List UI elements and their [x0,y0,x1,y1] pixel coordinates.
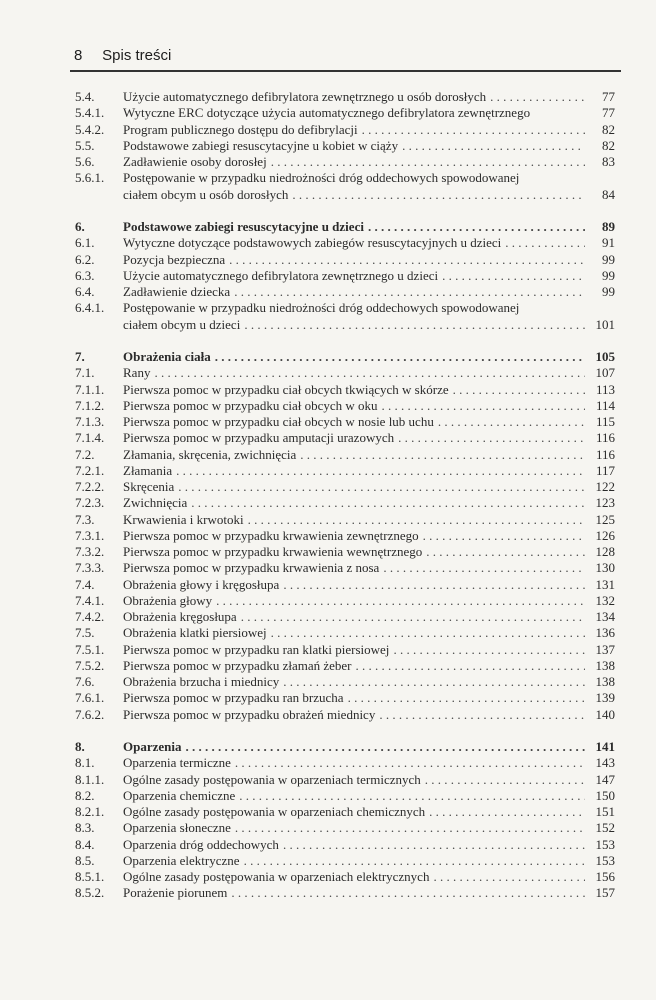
entry-title: Ogólne zasady postępowania w oparzeniach elektrycznych [123,869,430,884]
entry-title: Pierwsza pomoc w przypadku ciał obcych w oku [123,397,378,413]
entry-number: 7.2.1. [75,462,105,478]
entry-number: 8. [75,739,85,754]
toc-line [75,138,615,154]
entry-title: Oparzenia chemiczne [123,787,236,803]
toc-line [75,625,615,641]
entry-page: 134 [595,609,615,624]
entry-title: Obrażenia klatki piersiowej [123,625,267,641]
dot-leader [182,739,586,755]
entry-number: 8.1. [75,755,95,771]
toc-line [75,804,615,820]
entry-number: 7.2.3. [75,495,105,511]
toc-entry [75,414,615,430]
page-number: 8 [74,47,83,64]
toc-line [75,187,615,203]
dot-leader [227,885,585,901]
entry-page: 101 [595,316,615,332]
toc-entry [75,544,615,560]
toc-line [75,609,615,625]
toc-entry [75,447,615,463]
entry-title: Pierwsza pomoc w przypadku złamań żeber [123,657,352,673]
toc-line [75,837,615,853]
entry-number: 7.6. [75,674,95,689]
entry-number: 7.4.1. [75,592,105,608]
entry-title: Oparzenia elektryczne [123,852,240,868]
entry-title: Pierwsza pomoc w przypadku krwawienia z nosa [123,560,380,576]
toc-entry [75,138,615,154]
dot-leader [174,479,585,495]
entry-page: 126 [595,527,615,543]
toc-entry [75,577,615,593]
entry-title: Ogólne zasady postępowania w oparzeniach termicznych [123,771,421,787]
toc-line [75,268,615,284]
toc-line [75,512,615,528]
dot-leader [379,560,585,576]
dot-leader [375,707,585,723]
entry-title: Zadławienie osoby dorosłej [123,154,267,169]
entry-title: Pierwsza pomoc w przypadku ran klatki piersiowej [123,641,390,657]
entry-title: Oparzenia termiczne [123,755,231,771]
entry-title-continued: ciałem obcym u dzieci [123,316,241,332]
toc-line [75,495,615,511]
entry-title: Postępowanie w przypadku niedrożności dróg oddechowych spowodowanej [123,300,520,316]
toc-entry [75,674,615,690]
entry-page: 99 [602,267,615,283]
entry-number: 5.5. [75,137,95,153]
toc-line [75,544,615,560]
entry-number: 8.5.2. [75,885,105,901]
entry-number: 6.4.1. [75,300,105,316]
entry-number: 8.5.1. [75,869,105,884]
dot-leader [279,577,585,593]
toc-entry [75,593,615,609]
entry-page: 122 [595,479,615,494]
entry-title-continued: ciałem obcym u osób dorosłych [123,186,289,202]
entry-page: 82 [602,137,615,153]
entry-title: Skręcenia [123,479,175,494]
entry-number-spacer [75,317,123,333]
toc-entry [75,89,615,105]
entry-page: 140 [595,706,615,722]
dot-leader [267,154,585,170]
entry-number: 7.1. [75,365,95,381]
toc-line [75,170,615,186]
entry-title: Obrażenia głowy [123,592,213,608]
entry-page: 91 [602,235,615,251]
entry-title: Pierwsza pomoc w przypadku ciał obcych tkwiących w skórze [123,381,449,397]
entry-title: Obrażenia głowy i kręgosłupa [123,576,280,592]
toc-entry [75,463,615,479]
entry-title: Wytyczne ERC dotyczące użycia automatycznego defibrylatora zewnętrznego [123,105,531,121]
dot-leader [486,89,585,105]
dot-leader [449,382,585,398]
header-rule [70,70,621,72]
entry-page: 84 [602,186,615,202]
entry-page: 105 [595,349,615,364]
toc-line [75,593,615,609]
entry-number: 8.2.1. [75,804,105,819]
entry-page: 82 [602,121,615,137]
dot-leader [172,463,585,479]
toc-entry [75,755,615,771]
entry-number: 6.3. [75,267,95,283]
entry-title: Oparzenia dróg oddechowych [123,836,279,852]
entry-number-spacer [75,187,123,203]
entry-title: Obrażenia brzucha i miednicy [123,674,280,689]
dot-leader [429,869,585,885]
entry-title: Pierwsza pomoc w przypadku ciał obcych w nosie lub uchu [123,414,434,429]
entry-title: Pierwsza pomoc w przypadku amputacji urazowych [123,430,395,446]
entry-number: 5.4. [75,89,95,104]
dot-leader [501,235,585,251]
dot-leader [364,219,585,235]
toc-line [75,105,615,121]
entry-number: 7.3.1. [75,527,105,543]
toc-entry [75,772,615,788]
toc-entry [75,560,615,576]
entry-page: 113 [595,381,615,397]
dot-leader [288,187,585,203]
toc-entry [75,170,615,203]
section-gap [75,333,615,349]
entry-title: Zwichnięcia [123,495,188,511]
toc-line [75,447,615,463]
dot-leader [211,349,585,365]
entry-number: 7.3. [75,511,95,527]
toc-line [75,869,615,885]
dot-leader [244,512,585,528]
toc-entry [75,804,615,820]
toc-entry [75,837,615,853]
entry-page: 99 [602,251,615,267]
dot-leader [187,495,585,511]
entry-title: Obrażenia kręgosłupa [123,609,237,624]
toc-entry [75,885,615,901]
dot-leader [421,772,585,788]
toc-line [75,122,615,138]
entry-number: 5.4.2. [75,121,105,137]
entry-page: 130 [595,560,615,576]
entry-title: Oparzenia słoneczne [123,820,231,836]
toc-line [75,658,615,674]
dot-leader [419,528,585,544]
toc-line [75,674,615,690]
toc-line [75,252,615,268]
entry-page: 125 [595,511,615,527]
header-title: Spis treści [102,47,172,64]
entry-title: Oparzenia [123,739,182,754]
toc-line [75,739,615,755]
running-header [74,47,171,64]
toc-entry [75,268,615,284]
entry-title: Krwawienia i krwotoki [123,511,244,527]
toc-line [75,219,615,235]
entry-page: 99 [602,284,615,299]
toc-line [75,300,615,316]
dot-leader [438,268,585,284]
entry-page: 131 [595,576,615,592]
toc-line [75,772,615,788]
toc-line [75,349,615,365]
toc-line [75,382,615,398]
entry-page: 123 [595,495,615,511]
toc-line [75,642,615,658]
toc-entry [75,284,615,300]
dot-leader [279,674,585,690]
toc-entry [75,105,615,121]
toc-entry [75,252,615,268]
toc-entry [75,528,615,544]
toc-entry [75,690,615,706]
toc-line [75,430,615,446]
toc-entry [75,154,615,170]
entry-title: Podstawowe zabiegi resuscytacyjne u dzieci [123,219,364,234]
entry-page: 153 [595,836,615,852]
entry-page: 141 [595,739,615,754]
entry-number: 7.6.1. [75,690,105,706]
entry-number: 7.5.2. [75,657,105,673]
toc-entry [75,820,615,836]
entry-number: 7.2.2. [75,479,105,494]
toc-entry [75,625,615,641]
dot-leader [394,430,585,446]
toc-line [75,414,615,430]
toc-line [75,788,615,804]
toc-entry [75,349,615,365]
dot-leader [344,690,585,706]
toc-line [75,560,615,576]
dot-leader [212,593,585,609]
dot-leader [352,658,586,674]
entry-page: 107 [595,365,615,381]
dot-leader [231,755,585,771]
entry-number: 6. [75,219,85,234]
entry-number: 7.5. [75,625,95,641]
entry-page: 147 [595,771,615,787]
toc-entry [75,122,615,138]
entry-title: Postępowanie w przypadku niedrożności dróg oddechowych spowodowanej [123,170,520,186]
entry-title: Złamania, skręcenia, zwichnięcia [123,446,297,462]
entry-page: 157 [595,885,615,901]
entry-number: 7.3.2. [75,544,105,559]
dot-leader [358,122,585,138]
toc-line [75,577,615,593]
entry-number: 7.4.2. [75,609,105,624]
entry-page: 137 [595,641,615,657]
dot-leader [398,138,585,154]
entry-number: 7.6.2. [75,706,105,722]
entry-page: 116 [595,430,615,446]
toc-entry [75,739,615,755]
dot-leader [235,788,585,804]
entry-title: Pozycja bezpieczna [123,251,226,267]
entry-page: 156 [595,869,615,884]
entry-page: 143 [595,755,615,771]
entry-page: 117 [595,462,615,478]
entry-number: 5.6. [75,154,95,169]
dot-leader [240,317,585,333]
entry-number: 7.5.1. [75,641,105,657]
toc-entry [75,853,615,869]
entry-page: 139 [595,690,615,706]
entry-title: Podstawowe zabiegi resuscytacyjne u kobiet w ciąży [123,137,399,153]
dot-leader [231,820,585,836]
entry-number: 7.1.1. [75,381,105,397]
toc-line [75,528,615,544]
toc-entry [75,382,615,398]
entry-number: 7. [75,349,85,364]
entry-title: Pierwsza pomoc w przypadku krwawienia zewnętrznego [123,527,419,543]
entry-title: Pierwsza pomoc w przypadku obrażeń miednicy [123,706,376,722]
toc-line [75,365,615,381]
entry-title: Pierwsza pomoc w przypadku krwawienia wewnętrznego [123,544,423,559]
dot-leader [237,609,585,625]
entry-number: 6.1. [75,235,95,251]
entry-title: Obrażenia ciała [123,349,211,364]
toc-line [75,463,615,479]
toc-entry [75,235,615,251]
entry-title: Program publicznego dostępu do defibrylacji [123,121,358,137]
dot-leader [296,447,585,463]
entry-page: 150 [595,787,615,803]
entry-number: 5.6.1. [75,170,105,186]
section-gap [75,723,615,739]
toc-line [75,154,615,170]
toc-line [75,284,615,300]
toc-entry [75,609,615,625]
entry-title: Ogólne zasady postępowania w oparzeniach chemicznych [123,804,426,819]
entry-title: Rany [123,365,151,381]
toc-line [75,479,615,495]
toc-entry [75,300,615,333]
entry-page: 83 [602,154,615,169]
dot-leader [230,284,585,300]
entry-page: 138 [595,674,615,689]
dot-leader [240,853,585,869]
toc-line [75,755,615,771]
entry-number: 7.1.4. [75,430,105,446]
entry-page: 89 [602,219,615,234]
toc-entry [75,642,615,658]
entry-title: Złamania [123,462,173,478]
entry-page: 152 [595,820,615,836]
entry-page: 153 [595,852,615,868]
toc-entry [75,512,615,528]
entry-title: Wytyczne dotyczące podstawowych zabiegów resuscytacyjnych u dzieci [123,235,502,251]
dot-leader [434,414,585,430]
entry-number: 5.4.1. [75,105,105,121]
entry-number: 7.4. [75,576,95,592]
toc-entry [75,495,615,511]
entry-number: 8.2. [75,787,95,803]
toc-line [75,820,615,836]
entry-page: 77 [602,89,615,104]
toc-line [75,707,615,723]
dot-leader [267,625,585,641]
toc-line [75,885,615,901]
entry-page: 151 [595,804,615,819]
entry-page: 116 [595,446,615,462]
entry-page: 136 [595,625,615,641]
toc-entry [75,398,615,414]
entry-number: 8.3. [75,820,95,836]
dot-leader [378,398,585,414]
entry-number: 7.2. [75,446,95,462]
entry-number: 6.2. [75,251,95,267]
section-gap [75,203,615,219]
toc-line [75,317,615,333]
entry-number: 7.1.3. [75,414,105,429]
toc-entry [75,219,615,235]
entry-number: 7.1.2. [75,397,105,413]
table-of-contents [75,89,615,902]
entry-page: 77 [602,105,615,121]
toc-entry [75,658,615,674]
toc-entry [75,430,615,446]
entry-number: 8.4. [75,836,95,852]
entry-page: 128 [595,544,615,559]
dot-leader [389,642,585,658]
dot-leader [422,544,585,560]
entry-page: 114 [595,397,615,413]
entry-title: Zadławienie dziecka [123,284,231,299]
toc-line [75,853,615,869]
entry-number: 8.1.1. [75,771,105,787]
toc-line [75,690,615,706]
toc-entry [75,365,615,381]
entry-page: 138 [595,657,615,673]
toc-line [75,89,615,105]
toc-entry [75,869,615,885]
dot-leader [225,252,585,268]
entry-number: 6.4. [75,284,95,299]
entry-title: Pierwsza pomoc w przypadku ran brzucha [123,690,344,706]
entry-page: 132 [595,592,615,608]
toc-entry [75,788,615,804]
entry-page: 115 [595,414,615,429]
toc-entry [75,707,615,723]
entry-title: Użycie automatycznego defibrylatora zewnętrznego u dzieci [123,267,439,283]
dot-leader [150,365,585,381]
dot-leader [279,837,585,853]
toc-entry [75,479,615,495]
dot-leader [425,804,585,820]
toc-line [75,398,615,414]
entry-title: Użycie automatycznego defibrylatora zewnętrznego u osób dorosłych [123,89,487,104]
entry-number: 8.5. [75,852,95,868]
entry-title: Porażenie piorunem [123,885,228,901]
entry-number: 7.3.3. [75,560,105,576]
toc-line [75,235,615,251]
